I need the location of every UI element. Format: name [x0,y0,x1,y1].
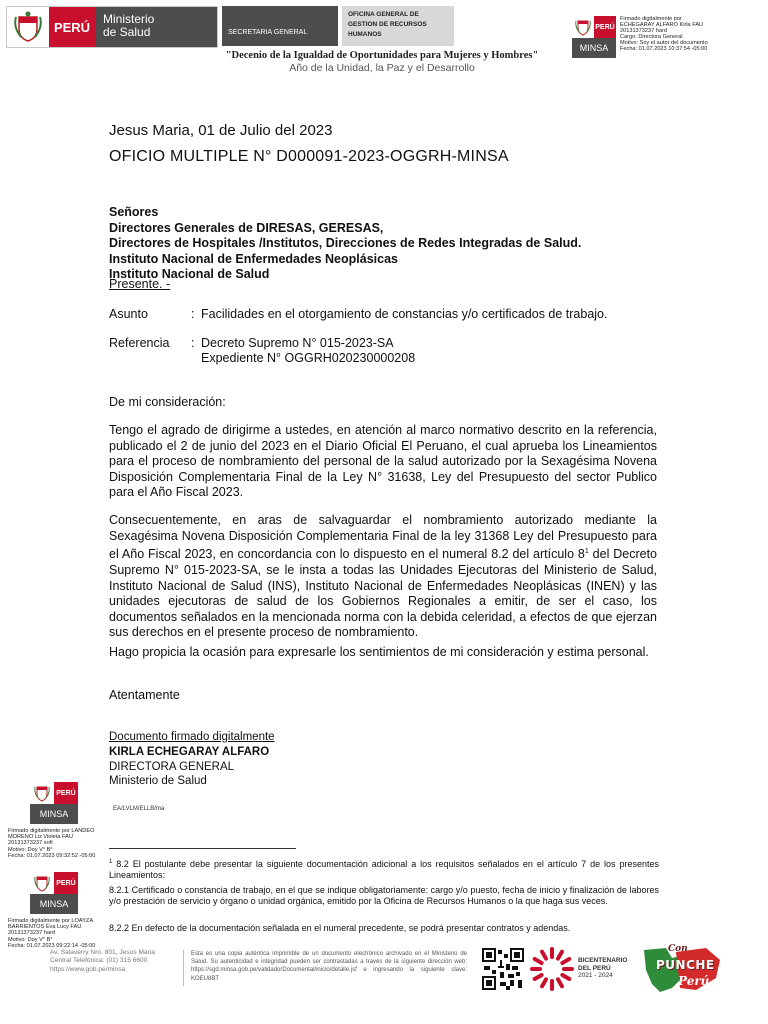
qr-code-icon [482,948,524,990]
addressee-line: Directores Generales de DIRESAS, GERESAS, [109,220,384,235]
signer-name: KIRLA ECHEGARAY ALFARO [109,746,270,758]
secretaria-general-label: SECRETARIA GENERAL [222,6,338,46]
footnote-2: 8.2.1 Certificado o constancia de trabajo, en el que se indique obligatoriamente: cargo y/o puesto, fecha de inicio y finalización de labores y/o prestación de servicio y órgano o unidad orgánica, emitido por la Oficina de Recursos Humanos o la que haga sus veces. [109,885,659,906]
paragraph-2-part-1: Consecuentemente, en aras de salvaguardar el nombramiento autorizado mediante la Sexagésima Novena Disposición Complementaria Final de la ley 31368 Ley del Presupuesto para el Año Fiscal 2023, en concordancia con lo dispuesto en el numeral 8.2 del artículo 8 [109,513,657,562]
peru-label: PERÚ [54,782,78,804]
ministerio-line-1: Ministerio [103,12,155,26]
signer-title: DIRECTORA GENERAL [109,761,235,773]
reference-initials: EA/LVLM/ELLB/ma [113,806,165,812]
asunto-label: Asunto [109,307,148,321]
referencia-line-1: Decreto Supremo N° 015-2023-SA [201,336,394,350]
footnote-ref: 1 [584,548,589,556]
bicentenario-line-2: DEL PERÚ [578,964,611,972]
con-punche-peru-logo [636,944,726,996]
coat-of-arms-icon [572,16,594,38]
minsa-label: MINSA [30,894,78,914]
signature-info-left-2 [8,918,112,949]
sig-line: 20131373237 soft [8,840,53,847]
peru-label: PERÚ [49,7,95,47]
signer-org: Ministerio de Salud [109,775,207,787]
bicentenario-text [578,957,627,980]
ministerio-label [95,7,217,47]
addressee-line: Instituto Nacional de Enfermedades Neoplásicas [109,251,398,266]
sig-line: MORENO Liz Violeta FAU [8,834,73,841]
addressee-line: Instituto Nacional de Salud [109,267,270,281]
signature-info-top [620,16,766,53]
sig-line: Cargo: Directora General [620,34,683,41]
footer-validation-note: Esta es una copia auténtica imprimible de un documento electrónico archivado en el Ministerio de Salud. Su autenticidad e integridad pueden ser contrastadas a través de la siguiente dirección web: https://sgd.minsa.gob.pe/validadorDocumental/inicio/detalle.jsf e ingresando la siguiente clave: KOEU8BT [191,951,467,982]
addressee-line: Señores [109,205,159,219]
oficina-label [342,6,454,46]
footnote-1 [109,857,659,881]
phone-line: Central Telefónica: (01) 315 6600 [50,957,148,965]
sig-line: Motivo: Doy V° B° [8,846,53,853]
sig-line: Firmado digitalmente por LANDEO [8,828,95,834]
addressee-line: Directores de Hospitales /Institutos, Direcciones de Redes Integradas de Salud. [109,236,582,250]
punche-label: PUNCHE [656,958,715,972]
sig-line: 20131373237 hard [8,930,55,937]
referencia-colon: : [191,336,195,350]
paragraph-2 [109,513,657,641]
coat-of-arms-icon [7,7,49,47]
bicentenario-emblem-icon [528,945,576,993]
sig-line: Fecha: 01.07.2023 09:32:52 -05:00 [8,852,96,859]
sig-line: Fecha: 01.07.2023 09:22:14 -05:00 [8,942,96,949]
footnote-3: 8.2.2 En defecto de la documentación señalada en el numeral precedente, se podrá presentar contratos y adendas. [109,923,571,933]
sig-line: Motivo: Soy el autor del documento [620,40,708,47]
addressees [109,205,581,283]
decenio-text: "Decenio de la Igualdad de Oportunidades para Mujeres y Hombres" [225,50,539,61]
coat-of-arms-icon [30,872,54,894]
presente: Presente. - [109,277,171,291]
footer-address [50,949,155,974]
oficina-line-3: HUMANOS [348,31,382,38]
minsa-label: MINSA [30,804,78,824]
signature-stamp-left-2 [30,872,78,916]
sig-line: Fecha: 01.07.2023 10:37:54 -05:00 [620,46,708,53]
asunto-value: Facilidades en el otorgamiento de constancias y/o certificados de trabajo. [201,307,608,321]
coat-of-arms-icon [30,782,54,804]
closing: Atentamente [109,688,180,702]
peru-label: PERÚ [594,16,616,38]
bicentenario-line-1: BICENTENARIO [578,957,628,964]
ano-text: Año de la Unidad, la Paz y el Desarrollo [289,62,475,74]
oficio-number: OFICIO MULTIPLE N° D000091-2023-OGGRH-MINSA [109,148,509,165]
bicentenario-line-3: 2021 - 2024 [578,972,613,979]
letter-date: Jesus Maria, 01 de Julio del 2023 [109,122,333,139]
footnote-1-text: 8.2 El postulante debe presentar la siguiente documentación adicional a los requisitos señalados en el artículo 7 de los presentes Lineamientos: [109,859,659,880]
sig-line: ECHEGARAY ALFARO Kirla FAU [620,22,704,29]
paragraph-1: Tengo el agrado de dirigirme a ustedes, en atención al marco normativo descrito en la referencia, publicado el 2 de junio del 2023 en el Diario Oficial El Peruano, el cual aprueba los Lineamientos para el proceso de nombramiento del personal de la salud autorizado por la Sexagésima Novena Disposición Complementaria Final de la Ley N° 31638, Ley del Presupuesto del sector Publico para el Año Fiscal 2023. [109,423,657,500]
footer-divider [183,950,184,986]
footnote-number: 1 [109,859,113,865]
referencia-label: Referencia [109,336,170,350]
sig-line: Firmado digitalmente por LOAYZA [8,918,94,924]
oficina-line-1: OFICINA GENERAL DE [348,11,419,18]
con-label: Con [668,944,688,954]
referencia-line-2: Expediente N° OGGRH020230000208 [201,351,416,365]
peru-script-label: Perú [678,974,710,988]
sig-line: 20131373237 hard [620,28,667,35]
paragraph-2-part-2: del Decreto Supremo N° 015-2023-SA, se le insta a todas las Unidades Ejecutoras del Ministerio de Salud, Instituto Nacional de Salud (INS), Instituto Nacional de Enfermedades Neoplásicas (INEN) y las unidades ejecutoras de salud de los Gobiernos Regionales a emitir, de ser el caso, los documentos señalados en la mencionada norma con la debida celeridad, a efectos de que ejerzan sus derechos en el presente proceso de nombramiento. [109,547,657,640]
sig-line: Motivo: Doy V° B° [8,936,53,943]
oficina-line-2: GESTION DE RECURSOS [348,21,427,28]
greeting: De mi consideración: [109,395,226,409]
footnote-divider [109,848,296,849]
signature-info-left-1 [8,828,112,859]
website-link[interactable]: https://www.gob.pe/minsa [50,965,126,973]
peru-label: PERÚ [54,872,78,894]
ministerio-line-2: de Salud [103,25,151,39]
minsa-logo [6,6,218,48]
asunto-colon: : [191,307,195,321]
sig-line: Firmado digitalmente por [620,16,682,22]
paragraph-3: Hago propicia la ocasión para expresarle los sentimientos de mi consideración y estima personal. [109,645,649,659]
signature-stamp-left-1 [30,782,78,826]
sig-line: BARRIENTOS Eva Lucy FAU [8,924,82,931]
minsa-label: MINSA [572,38,616,58]
address-line: Av. Salaverry Nro. 801, Jesus Maria [50,949,155,956]
referencia-value [201,336,415,366]
firmado-digitalmente: Documento firmado digitalmente [109,731,275,743]
